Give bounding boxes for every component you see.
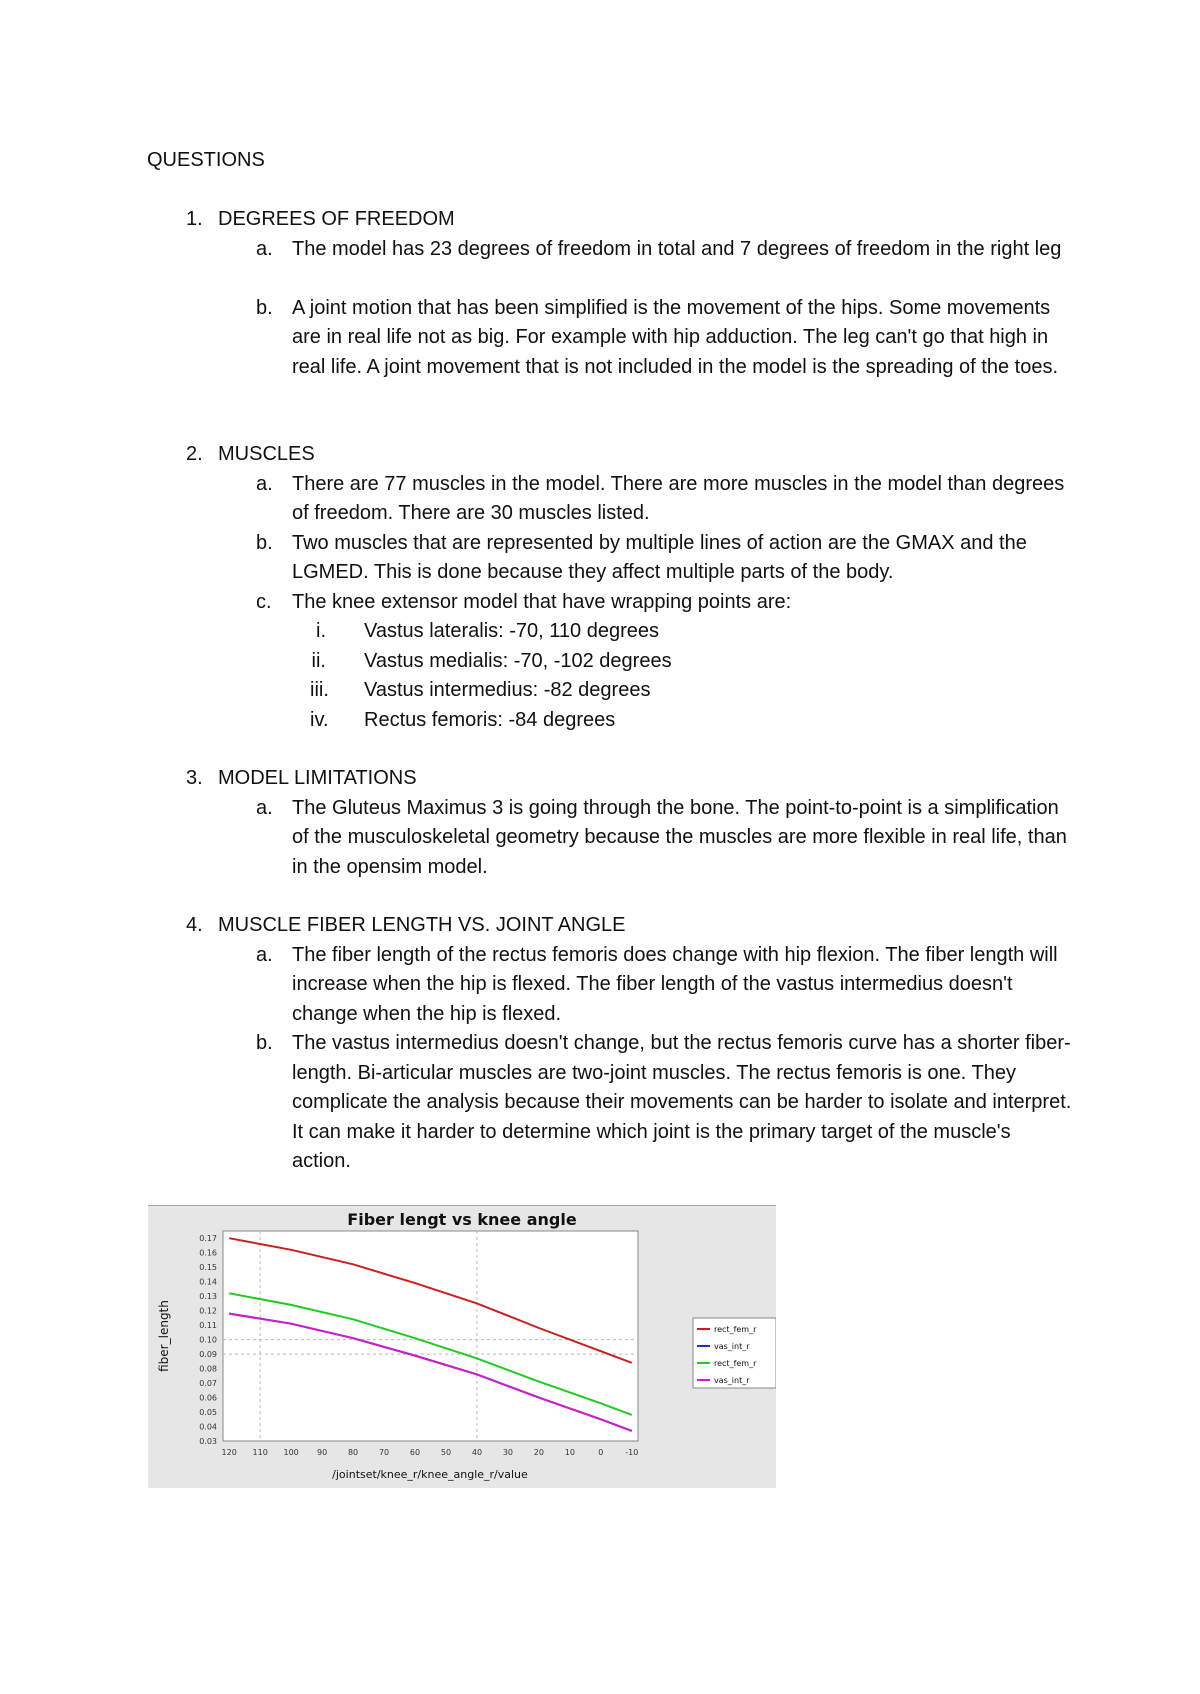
section-number: 2. — [186, 443, 203, 465]
subitem-text: Rectus femoris: -84 degrees — [364, 708, 616, 731]
y-tick-label: 0.12 — [199, 1306, 217, 1316]
section-number: 4. — [186, 914, 203, 936]
section-title-text: MUSCLES — [218, 443, 315, 465]
item-marker: a. — [256, 472, 273, 495]
subitem-marker: iii. — [310, 679, 329, 701]
x-tick-label: 110 — [252, 1448, 268, 1457]
section-title — [186, 205, 455, 235]
x-axis — [222, 1448, 639, 1457]
y-tick-label: 0.05 — [199, 1408, 217, 1418]
page-heading: QUESTIONS — [147, 149, 265, 171]
subitem-marker: i. — [316, 620, 326, 642]
x-tick-label: 60 — [409, 1448, 421, 1457]
x-tick-label: 0 — [598, 1448, 604, 1457]
y-tick-label: 0.15 — [199, 1263, 217, 1273]
x-tick-label: 50 — [440, 1448, 452, 1457]
y-tick-label: 0.10 — [199, 1335, 217, 1345]
section-title-text: DEGREES OF FREEDOM — [218, 208, 455, 230]
subitem-text: Vastus lateralis: -70, 110 degrees — [364, 620, 659, 642]
item-marker: b. — [256, 531, 273, 554]
section-number: 3. — [186, 767, 203, 789]
y-tick-label: 0.11 — [199, 1321, 217, 1331]
item-marker: b. — [256, 1032, 273, 1054]
chart-title: Fiber lengt vs knee angle — [347, 1210, 577, 1229]
x-tick-label: 80 — [347, 1448, 359, 1457]
y-tick-label: 0.07 — [199, 1379, 217, 1389]
item-text: A joint motion that has been simplified is the movement of the hips. Some movements are in real life not as big. For example with hip adduction. The leg can't go that high in real life. A joint movement that is not included in the model is the spreading of the toes. — [292, 296, 1059, 378]
item-marker: a. — [256, 237, 273, 260]
section-number: 1. — [186, 208, 203, 230]
item-text: The vastus intermedius doesn't change, but the rectus femoris curve has a shorter fiber-length. Bi-articular muscles are two-joint muscles. The rectus femoris is one. They complicate the analysis because their movements can be harder to isolate and interpret. It can make it harder to determine which joint is the primary target of the muscle's action. — [292, 1032, 1072, 1172]
x-tick-label: 30 — [502, 1448, 514, 1457]
y-tick-label: 0.16 — [199, 1248, 217, 1258]
legend-label: rect_fem_r — [714, 1325, 757, 1334]
subitem-text: Vastus intermedius: -82 degrees — [364, 679, 651, 701]
legend-label: vas_int_r — [714, 1342, 750, 1351]
y-tick-label: 0.09 — [199, 1350, 217, 1360]
x-axis-label: /jointset/knee_r/knee_angle_r/value — [332, 1468, 528, 1481]
y-tick-label: 0.13 — [199, 1292, 217, 1302]
item-text: There are 77 muscles in the model. There are more muscles in the model than degrees of freedom. There are 30 muscles listed. — [292, 472, 1065, 524]
item-marker: c. — [256, 590, 272, 613]
subitem-marker: iv. — [310, 708, 329, 731]
legend-label: rect_fem_r — [714, 1359, 757, 1368]
y-tick-label: 0.03 — [199, 1437, 217, 1446]
item-marker: a. — [256, 796, 273, 819]
item-marker: b. — [256, 296, 273, 319]
y-tick-label: 0.04 — [199, 1422, 217, 1432]
item-marker: a. — [256, 943, 273, 966]
section-title — [186, 911, 626, 941]
item-text: Two muscles that are represented by multiple lines of action are the GMAX and the LGMED. This is done because they affect multiple parts of the body. — [292, 531, 1027, 583]
section-title — [186, 440, 315, 470]
y-tick-label: 0.14 — [199, 1277, 217, 1287]
x-tick-label: 120 — [221, 1448, 237, 1457]
x-tick-label: 100 — [283, 1448, 299, 1457]
x-tick-label: -10 — [625, 1448, 639, 1457]
x-tick-label: 70 — [378, 1448, 390, 1457]
y-axis-label: fiber_length — [157, 1300, 171, 1372]
fiber-length-chart — [148, 1205, 776, 1488]
x-tick-label: 40 — [471, 1448, 483, 1457]
item-text: The knee extensor model that have wrapping points are: — [292, 590, 792, 613]
item-text: The Gluteus Maximus 3 is going through the bone. The point-to-point is a simplification of the musculoskeletal geometry because the muscles are more flexible in real life, than in the opensim model. — [292, 796, 1067, 878]
x-tick-label: 90 — [317, 1448, 328, 1457]
subitem-text: Vastus medialis: -70, -102 degrees — [364, 649, 672, 672]
chart-legend — [693, 1318, 776, 1388]
item-text: The model has 23 degrees of freedom in total and 7 degrees of freedom in the right leg — [292, 237, 1062, 260]
legend-label: vas_int_r — [714, 1376, 750, 1385]
y-tick-label: 0.08 — [199, 1364, 217, 1374]
chart-svg — [148, 1206, 776, 1488]
x-tick-label: 20 — [533, 1448, 544, 1457]
y-tick-label: 0.06 — [199, 1393, 217, 1403]
y-tick-label: 0.17 — [199, 1234, 217, 1244]
section-title — [186, 764, 417, 794]
item-text: The fiber length of the rectus femoris does change with hip flexion. The fiber length will increase when the hip is flexed. The fiber length of the vastus intermedius doesn't change when the hip is flexed. — [292, 943, 1058, 1025]
x-tick-label: 10 — [564, 1448, 575, 1457]
section-title-text: MUSCLE FIBER LENGTH VS. JOINT ANGLE — [218, 914, 626, 936]
section-title-text: MODEL LIMITATIONS — [218, 767, 417, 789]
y-axis — [199, 1234, 217, 1446]
subitem-marker: ii. — [311, 649, 326, 672]
